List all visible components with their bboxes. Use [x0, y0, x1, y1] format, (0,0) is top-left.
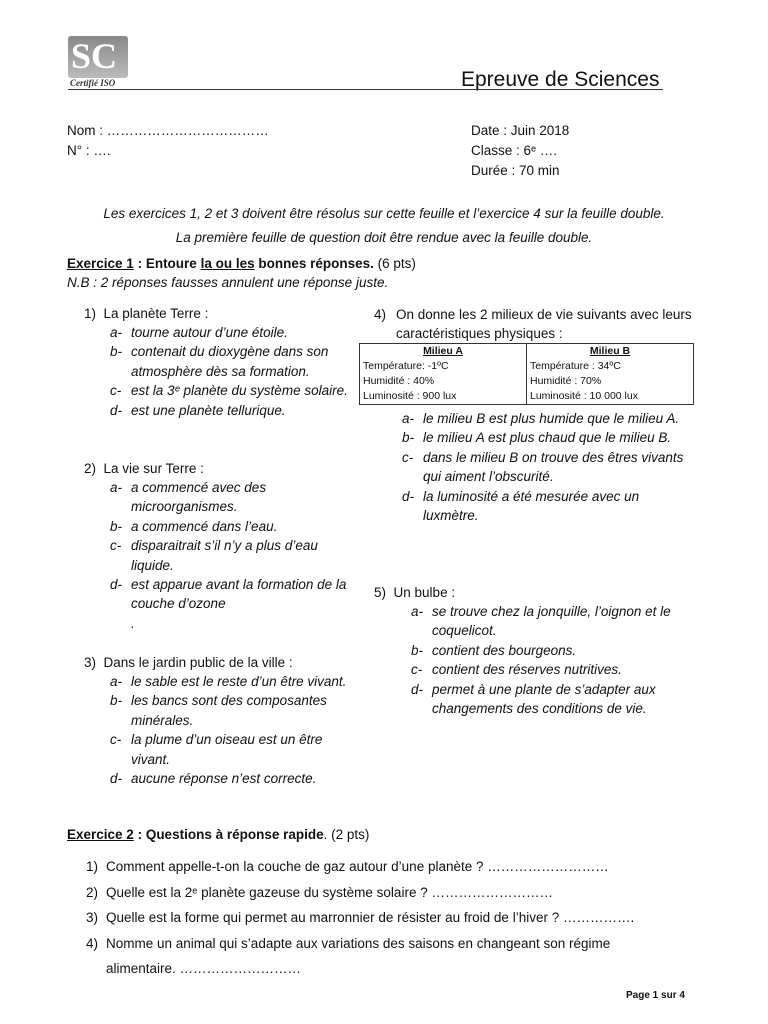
answer-4d[interactable]: d- la luminosité a été mesurée avec un luxmètre. [402, 488, 640, 524]
question-4: 4) On donne les 2 milieux de vie suivants avec leurs caractéristiques physiques : [374, 307, 692, 341]
question-1: 1) La planète Terre : a- tourne autour d’une étoile. b- contenait du dioxygène dans son atmosphère dès sa formation. c- est la 3ᵉ planète du système solaire. d- est une planète tellurique. [84, 304, 354, 420]
answer-5b[interactable]: b- contient des bourgeons. [411, 642, 577, 658]
question-2: 2) La vie sur Terre : a- a commencé avec des microorganismes. b- a commencé dans l’eau. c- disparaitrait s’il n’y a plus d’eau liquide. d- est apparue avant la formation de la couche d’ozone . [84, 459, 354, 633]
answer-2b[interactable]: b- a commencé dans l’eau. [110, 518, 278, 534]
answer-5d[interactable]: d- permet à une plante de s’adapter aux changements des conditions de vie. [411, 681, 656, 717]
duree-field: Durée : 70 min [471, 163, 560, 178]
answer-3c[interactable]: c- la plume d’un oiseau est un être vivant. [110, 732, 323, 767]
answer-4a[interactable]: a- le milieu B est plus humide que le milieu A. [402, 411, 680, 426]
exercice1-note: N.B : 2 réponses fausses annulent une réponse juste. [67, 275, 389, 290]
exercice1-heading: Exercice 1 : Entoure la ou les bonnes réponses. (6 pts) [67, 256, 416, 271]
question-4-answers [402, 409, 692, 525]
question-3: 3) Dans le jardin public de la ville : a- le sable est le reste d’un être vivant. b- les bancs sont des composantes minérales. c- la plume d’un oiseau est un être vivant. d- aucune réponse n’est correcte. [84, 653, 354, 788]
ex2-question-3: 3) Quelle est la forme qui permet au marronnier de résister au froid de l’hiver ? ……………. [85, 910, 635, 925]
milieu-b-title: Milieu B [589, 345, 631, 357]
school-logo [68, 36, 128, 90]
exercice1-label: Exercice 1 [67, 256, 134, 271]
header-divider [68, 89, 663, 90]
milieu-a-title: Milieu A [423, 345, 463, 357]
answer-3a[interactable]: a- le sable est le reste d’un être vivant. [110, 674, 347, 689]
exercice2-questions [64, 854, 704, 982]
ex2-question-1: 1) Comment appelle-t-on la couche de gaz autour d’une planète ? ……………………… [85, 859, 609, 874]
answer-2c[interactable]: c- disparaitrait s’il n’y a plus d’eau liquide. [110, 538, 318, 573]
page-number: Page 1 sur 4 [626, 990, 685, 1001]
answer-5a[interactable]: a- se trouve chez la jonquille, l’oignon et le coquelicot. [411, 604, 671, 639]
nom-field: Nom : ……………………………… [67, 123, 269, 138]
answer-4b[interactable]: b- le milieu A est plus chaud que le milieu B. [402, 430, 672, 446]
numero-field: N° : …. [67, 143, 111, 158]
milieu-a-cell: Milieu A Température: -1ºC Humidité : 40% Luminosité : 900 lux [360, 344, 527, 405]
classe-field: Classe : 6ᵉ …. [471, 143, 558, 158]
answer-1b[interactable]: b- contenait du dioxygène dans son atmosphère dès sa formation. [110, 344, 329, 379]
exercice1-points: (6 pts) [373, 256, 416, 271]
answer-1d[interactable]: d- est une planète tellurique. [110, 402, 286, 418]
logo-mark [68, 36, 128, 78]
milieux-table [359, 343, 694, 405]
page-title: Epreuve de Sciences [461, 68, 660, 91]
instruction-line-2: La première feuille de question doit être rendue avec la feuille double. [175, 230, 593, 245]
ex2-question-2: 2) Quelle est la 2ᵉ planète gazeuse du système solaire ? ……………………… [85, 884, 553, 900]
answer-2a[interactable]: a- a commencé avec des microorganismes. [110, 480, 267, 515]
answer-5c[interactable]: c- contient des réserves nutritives. [411, 662, 622, 678]
milieu-b-cell: Milieu B Température : 34ºC Humidité : 70% Luminosité : 10 000 lux [527, 344, 694, 405]
answer-4c[interactable]: c- dans le milieu B on trouve des êtres vivants qui aiment l’obscurité. [402, 449, 684, 485]
answer-2d[interactable]: d- est apparue avant la formation de la couche d’ozone [110, 577, 347, 612]
logo-letters: SC [71, 36, 118, 76]
exercice2-heading: Exercice 2 : Questions à réponse rapide. (2 pts) [67, 827, 370, 842]
date-field: Date : Juin 2018 [471, 123, 570, 138]
answer-3d[interactable]: d- aucune réponse n’est correcte. [110, 771, 317, 787]
answer-1a[interactable]: a- tourne autour d’une étoile. [110, 325, 288, 340]
student-info [67, 121, 269, 161]
exercice2-points: . (2 pts) [323, 827, 370, 842]
instruction-line-1: Les exercices 1, 2 et 3 doivent être résolus sur cette feuille et l’exercice 4 sur la feuille double. [103, 206, 665, 221]
logo-caption: Certifié ISO [70, 78, 116, 88]
answer-3b[interactable]: b- les bancs sont des composantes minérales. [110, 693, 327, 728]
answer-1c[interactable]: c- est la 3ᵉ planète du système solaire. [110, 383, 348, 399]
question-5: 5) Un bulbe : a- se trouve chez la jonquille, l’oignon et le coquelicot. b- contient des bourgeons. c- contient des réserves nutritives. d- permet à une plante de s’adapter aux changements des conditions de vie. [374, 583, 694, 718]
answer-2-extra: . [131, 615, 135, 631]
exercice2-label: Exercice 2 [67, 827, 134, 842]
ex2-question-4: 4) Nomme un animal qui s’adapte aux variations des saisons en changeant son régime alimentaire. ……………………… [85, 935, 611, 976]
exam-info [471, 121, 569, 181]
